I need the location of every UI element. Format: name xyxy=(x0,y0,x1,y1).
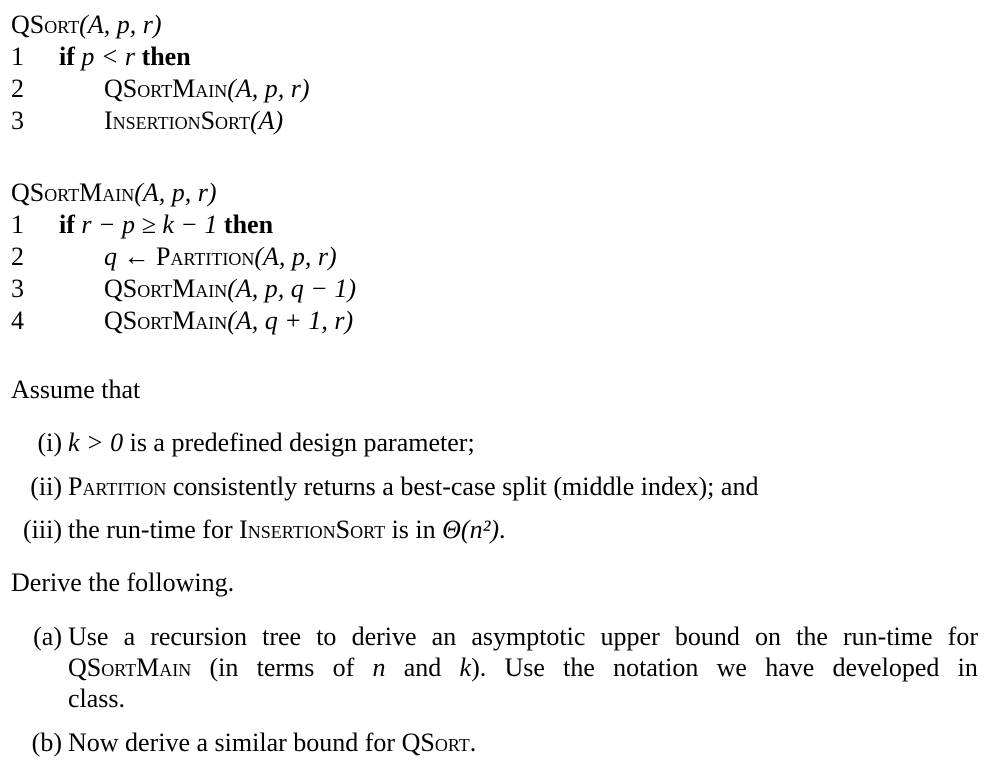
call-args: (A, q + 1, r) xyxy=(227,306,354,335)
word: run-time xyxy=(843,622,933,651)
word: of xyxy=(332,653,355,682)
word: the xyxy=(796,622,828,651)
item-text: is a predefined design parameter; xyxy=(123,428,475,457)
word: recursion xyxy=(150,622,247,651)
word: Use xyxy=(504,653,545,682)
word: derive xyxy=(351,622,417,651)
word: for xyxy=(947,622,978,651)
word: k). xyxy=(459,653,487,682)
item-text-post: . xyxy=(499,515,506,544)
item-a-line-1 xyxy=(68,621,978,652)
word: notation xyxy=(613,653,699,682)
word: to xyxy=(316,622,337,651)
item-text: consistently returns a best-case split (middle index); and xyxy=(166,472,759,501)
word: and xyxy=(403,653,442,682)
assignment-lhs: q ← xyxy=(104,242,156,271)
derive-item-a xyxy=(0,621,996,717)
call-name: Partition xyxy=(156,242,255,271)
keyword-then: then xyxy=(223,210,274,239)
qsort-algorithm xyxy=(11,9,711,137)
item-procedure: QSort xyxy=(401,728,470,757)
item-a-line-2 xyxy=(68,652,978,683)
qsortmain-params: (A, p, r) xyxy=(134,178,217,207)
call-args: (A, p, r) xyxy=(227,74,310,103)
item-text-pre: the run-time for xyxy=(68,515,240,544)
condition: r − p ≥ k − 1 xyxy=(81,210,218,239)
keyword-if: if xyxy=(59,42,75,71)
keyword-then: then xyxy=(141,42,191,71)
condition: p < r xyxy=(81,42,136,71)
keyword-if: if xyxy=(59,210,75,239)
item-label: (a) xyxy=(33,622,62,651)
qsortmain-header xyxy=(11,177,711,209)
word: asymptotic xyxy=(471,622,586,651)
word: Use xyxy=(68,622,109,651)
line-number: 1 xyxy=(11,42,24,71)
call-name: QSortMain xyxy=(104,306,228,335)
item-procedure: InsertionSort xyxy=(239,515,386,544)
word: upper xyxy=(600,622,660,651)
qsortmain-line-3 xyxy=(11,273,711,305)
word: on xyxy=(755,622,781,651)
derive-intro: Derive the following. xyxy=(11,568,235,597)
word: developed xyxy=(832,653,940,682)
qsortmain-line-1 xyxy=(11,209,711,241)
call-args: (A, p, r) xyxy=(254,242,337,271)
word: terms xyxy=(256,653,315,682)
qsort-header xyxy=(11,9,711,41)
word: have xyxy=(765,653,815,682)
item-text-mid: is in xyxy=(385,515,443,544)
word: bound xyxy=(674,622,740,651)
word: (in xyxy=(209,653,239,682)
item-label: (i) xyxy=(37,428,62,457)
qsortmain-line-2 xyxy=(11,241,711,273)
line-number: 3 xyxy=(11,274,24,303)
line-number: 1 xyxy=(11,210,24,239)
call-name: QSortMain xyxy=(104,274,228,303)
word: QSortMain xyxy=(68,653,192,682)
word: an xyxy=(431,622,457,651)
qsortmain-name: QSortMain xyxy=(11,178,135,207)
qsortmain-line-4 xyxy=(11,305,711,337)
item-text-pre: Now derive a similar bound for xyxy=(68,728,402,757)
item-a-body xyxy=(68,621,978,714)
line-number: 4 xyxy=(11,306,24,335)
word: a xyxy=(123,622,136,651)
qsort-name: QSort xyxy=(11,10,80,39)
call-args: (A) xyxy=(249,106,284,135)
item-procedure: Partition xyxy=(68,472,167,501)
word: n xyxy=(372,653,386,682)
qsort-params: (A, p, r) xyxy=(79,10,162,39)
word: tree xyxy=(262,622,302,651)
word: the xyxy=(563,653,595,682)
item-label: (ii) xyxy=(30,472,62,501)
item-math: k > 0 xyxy=(68,428,124,457)
line-number: 2 xyxy=(11,74,24,103)
qsort-line-2 xyxy=(11,73,711,105)
item-text-post: . xyxy=(469,728,477,757)
qsort-line-3 xyxy=(11,105,711,137)
word: we xyxy=(716,653,747,682)
line-number: 3 xyxy=(11,106,24,135)
word: in xyxy=(957,653,978,682)
qsortmain-algorithm xyxy=(11,177,711,337)
item-label: (iii) xyxy=(23,515,62,544)
assume-intro: Assume that xyxy=(11,375,141,404)
item-label: (b) xyxy=(31,728,62,757)
call-name: QSortMain xyxy=(104,74,228,103)
item-theta: Θ(n²) xyxy=(442,515,500,544)
call-name: InsertionSort xyxy=(104,106,250,135)
item-a-line-3: class. xyxy=(68,684,126,713)
line-number: 2 xyxy=(11,242,24,271)
qsort-line-1 xyxy=(11,41,711,73)
call-args: (A, p, q − 1) xyxy=(227,274,357,303)
